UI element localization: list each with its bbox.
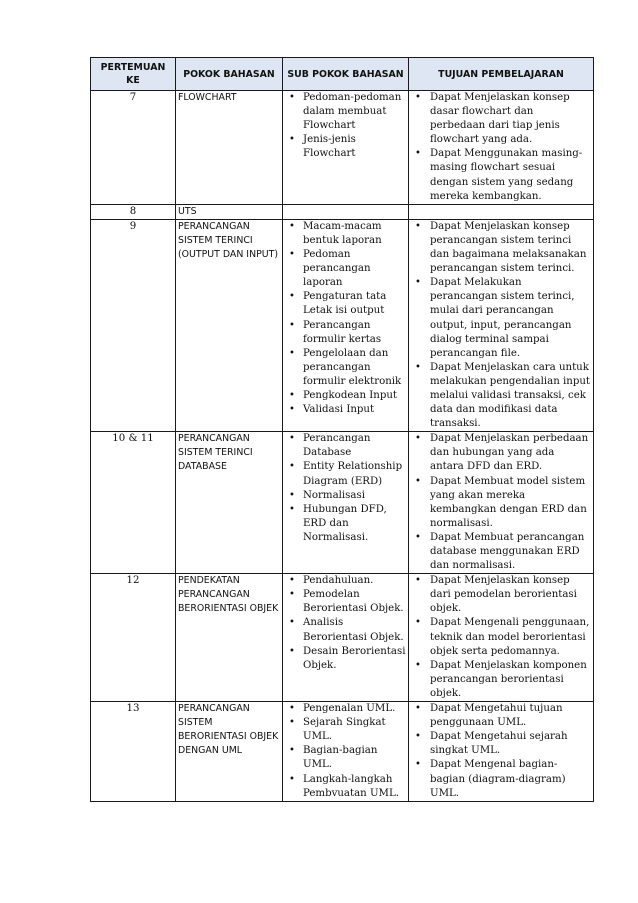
tujuan-item-list bbox=[411, 432, 591, 573]
table-row bbox=[91, 91, 594, 205]
table-row bbox=[91, 574, 594, 702]
sub-pokok-item: • Pemodelan Berorientasi Objek. bbox=[285, 588, 406, 616]
pokok-bahasan-cell: UTS bbox=[176, 204, 283, 219]
sub-pokok-item: • Pengkodean Input bbox=[285, 389, 406, 403]
table-row bbox=[91, 432, 594, 574]
pertemuan-cell: 13 bbox=[91, 702, 176, 802]
tujuan-item: • Dapat Membuat perancangan database menggunakan ERD dan normalisasi. bbox=[411, 531, 591, 573]
sub-pokok-item-list bbox=[285, 91, 406, 161]
sub-pokok-item: • Normalisasi bbox=[285, 489, 406, 503]
sub-pokok-item: • Pengelolaan dan perancangan formulir elektronik bbox=[285, 347, 406, 389]
sub-cell bbox=[283, 91, 409, 205]
sub-cell bbox=[283, 204, 409, 219]
tujuan-item: • Dapat Mengenal bagian-bagian (diagram-diagram) UML. bbox=[411, 758, 591, 800]
header-tujuan-pembelajaran: TUJUAN PEMBELAJARAN bbox=[409, 58, 594, 91]
tujuan-item-list bbox=[411, 574, 591, 701]
goals-cell bbox=[409, 91, 594, 205]
sub-pokok-item-list bbox=[285, 220, 406, 417]
table-header bbox=[91, 58, 594, 91]
sub-pokok-item-list bbox=[285, 702, 406, 801]
pokok-bahasan-cell: PERANCANGAN SISTEM BERORIENTASI OBJEK DENGAN UML bbox=[176, 702, 283, 802]
goals-cell bbox=[409, 702, 594, 802]
sub-pokok-item: • Pengaturan tata Letak isi output bbox=[285, 290, 406, 318]
sub-pokok-item: • Pendahuluan. bbox=[285, 574, 406, 588]
tujuan-item-list bbox=[411, 702, 591, 801]
sub-pokok-item: • Pengenalan UML. bbox=[285, 702, 406, 716]
sub-pokok-item: • Jenis-jenis Flowchart bbox=[285, 133, 406, 161]
tujuan-item: • Dapat Menjelaskan komponen perancangan berorientasi objek. bbox=[411, 659, 591, 701]
sub-pokok-item: • Sejarah Singkat UML. bbox=[285, 716, 406, 744]
sub-pokok-item: • Pedoman-pedoman dalam membuat Flowchart bbox=[285, 91, 406, 133]
header-sub-pokok-bahasan: SUB POKOK BAHASAN bbox=[283, 58, 409, 91]
tujuan-item: • Dapat Menggunakan masing-masing flowchart sesuai dengan sistem yang sedang mereka kembangkan. bbox=[411, 147, 591, 203]
tujuan-item: • Dapat Menjelaskan perbedaan dan hubungan yang ada antara DFD dan ERD. bbox=[411, 432, 591, 474]
tujuan-item: • Dapat Mengenali penggunaan, teknik dan model berorientasi objek serta pedomannya. bbox=[411, 616, 591, 658]
tujuan-item: • Dapat Melakukan perancangan sistem terinci, mulai dari perancangan output, input, perancangan dialog terminal sampai perancangan file. bbox=[411, 276, 591, 361]
sub-pokok-item: • Validasi Input bbox=[285, 403, 406, 417]
tujuan-item-list bbox=[411, 91, 591, 204]
table-row bbox=[91, 219, 594, 431]
pertemuan-cell: 9 bbox=[91, 219, 176, 431]
tujuan-item: • Dapat Menjelaskan cara untuk melakukan pengendalian input melalui validasi transaksi, cek data dan modifikasi data transaksi. bbox=[411, 361, 591, 431]
goals-cell bbox=[409, 574, 594, 702]
sub-pokok-item: • Pedoman perancangan laporan bbox=[285, 248, 406, 290]
sub-cell bbox=[283, 702, 409, 802]
pertemuan-cell: 7 bbox=[91, 91, 176, 205]
header-pokok-bahasan: POKOK BAHASAN bbox=[176, 58, 283, 91]
sub-pokok-item: • Analisis Berorientasi Objek. bbox=[285, 616, 406, 644]
tujuan-item: • Dapat Mengetahui sejarah singkat UML. bbox=[411, 730, 591, 758]
sub-pokok-item: • Desain Berorientasi Objek. bbox=[285, 645, 406, 673]
goals-cell bbox=[409, 204, 594, 219]
tujuan-item-list bbox=[411, 220, 591, 431]
tujuan-item: • Dapat Menjelaskan konsep perancangan sistem terinci dan bagaimana melaksanakan perancangan sistem terinci. bbox=[411, 220, 591, 276]
sub-pokok-item-list bbox=[285, 574, 406, 673]
pokok-bahasan-cell: PENDEKATAN PERANCANGAN BERORIENTASI OBJEK bbox=[176, 574, 283, 702]
tujuan-item: • Dapat Menjelaskan konsep dari pemodelan berorientasi objek. bbox=[411, 574, 591, 616]
syllabus-table bbox=[90, 57, 594, 802]
header-row bbox=[91, 58, 594, 91]
tujuan-item: • Dapat Membuat model sistem yang akan mereka kembangkan dengan ERD dan normalisasi. bbox=[411, 475, 591, 531]
sub-cell bbox=[283, 574, 409, 702]
pokok-bahasan-cell: FLOWCHART bbox=[176, 91, 283, 205]
sub-pokok-item: • Hubungan DFD, ERD dan Normalisasi. bbox=[285, 503, 406, 545]
table-row bbox=[91, 204, 594, 219]
sub-pokok-item: • Entity Relationship Diagram (ERD) bbox=[285, 460, 406, 488]
table-body bbox=[91, 91, 594, 802]
goals-cell bbox=[409, 432, 594, 574]
sub-pokok-item: • Macam-macam bentuk laporan bbox=[285, 220, 406, 248]
sub-pokok-item: • Langkah-langkah Pembvuatan UML. bbox=[285, 773, 406, 801]
sub-cell bbox=[283, 432, 409, 574]
sub-pokok-item: • Bagian-bagian UML. bbox=[285, 744, 406, 772]
table-row bbox=[91, 702, 594, 802]
pokok-bahasan-cell: PERANCANGAN SISTEM TERINCI DATABASE bbox=[176, 432, 283, 574]
sub-cell bbox=[283, 219, 409, 431]
header-pertemuan: PERTEMUAN KE bbox=[91, 58, 176, 91]
goals-cell bbox=[409, 219, 594, 431]
sub-pokok-item-list bbox=[285, 432, 406, 545]
tujuan-item: • Dapat Menjelaskan konsep dasar flowchart dan perbedaan dari tiap jenis flowchart yang ada. bbox=[411, 91, 591, 147]
pertemuan-cell: 12 bbox=[91, 574, 176, 702]
tujuan-item: • Dapat Mengetahui tujuan penggunaan UML. bbox=[411, 702, 591, 730]
pokok-bahasan-cell: PERANCANGAN SISTEM TERINCI (OUTPUT DAN INPUT) bbox=[176, 219, 283, 431]
pertemuan-cell: 8 bbox=[91, 204, 176, 219]
sub-pokok-item: • Perancangan Database bbox=[285, 432, 406, 460]
sub-pokok-item: • Perancangan formulir kertas bbox=[285, 319, 406, 347]
pertemuan-cell: 10 & 11 bbox=[91, 432, 176, 574]
